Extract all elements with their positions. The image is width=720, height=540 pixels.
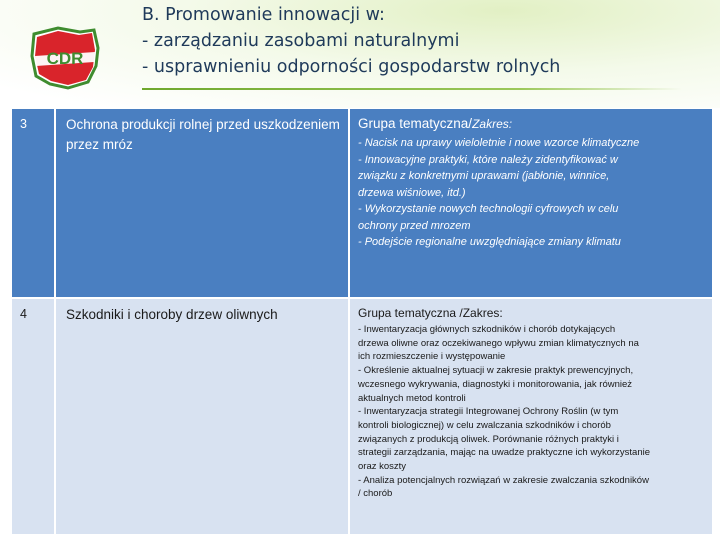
scope-line: - Innowacyjne praktyki, które należy zidentyfikować w (358, 153, 618, 166)
topics-table (12, 109, 712, 536)
scope-line: związanych z produkcją oliwek. Porównanie różnych praktyki i (358, 433, 619, 445)
topic-scope (350, 109, 712, 297)
title-line: - zarządzaniu zasobami naturalnymi (142, 31, 460, 51)
scope-line: ich rozmieszczenie i występowanie (358, 351, 506, 363)
scope-line: związku z konkretnymi uprawami (jabłonie, winnice, (358, 170, 610, 182)
scope-line: - Wykorzystanie nowych technologii cyfrowych w celu (358, 203, 619, 215)
scope-line: / chorób (358, 488, 393, 500)
scope-line: - Nacisk na uprawy wieloletnie i nowe wzorce klimatyczne (358, 137, 640, 149)
cdr-logo (28, 26, 102, 90)
scope-line: ochrony przed mrozem (358, 219, 471, 232)
scope-line: wczesnego wykrywania, diagnostyki i monitorowania, jak również (358, 378, 633, 390)
scope-line: drzewa oliwne oraz oczekiwanego wpływu zmian klimatycznych na (358, 337, 639, 349)
scope-line: - Inwentaryzacja głównych szkodników i chorób dotykających (358, 324, 616, 335)
page-title (142, 2, 702, 80)
title-line: - usprawnieniu odporności gospodarstw rolnych (142, 57, 561, 77)
scope-line: - Inwentaryzacja strategii Integrowanej Ochrony Roślin (w tym (358, 406, 619, 418)
scope-heading: Grupa tematyczna/Zakres: (358, 116, 513, 131)
topic-scope (350, 299, 712, 534)
topic-name: Szkodniki i choroby drzew oliwnych (56, 299, 350, 534)
row-number: 4 (12, 299, 56, 534)
scope-line: strategii zarządzania, mając na uwadze praktyczne ich wykorzystanie (358, 447, 650, 459)
scope-line: kontroli biologicznej) w celu zwalczania szkodników i chorób (358, 419, 611, 431)
scope-line: oraz koszty (358, 461, 407, 473)
scope-line: - Analiza potencjalnych rozwiązań w zakresie zwalczania szkodników (358, 474, 649, 486)
row-number: 3 (12, 109, 56, 297)
scope-line: drzewa wiśniowe, itd.) (358, 186, 466, 199)
scope-heading: Grupa tematyczna /Zakres: (358, 306, 503, 320)
logo-text: CDR (46, 49, 84, 68)
table-row (12, 109, 712, 299)
table-row (12, 299, 712, 536)
title-line: B. Promowanie innowacji w: (142, 5, 385, 25)
scope-line: - Określenie aktualnej sytuacji w zakresie praktyk prewencyjnych, (358, 365, 634, 377)
scope-line: - Podejście regionalne uwzględniające zmiany klimatu (358, 236, 621, 248)
topic-name: Ochrona produkcji rolnej przed uszkodzeniem przez mróz (56, 109, 350, 297)
scope-line: aktualnych metod kontroli (358, 392, 466, 404)
title-underline (142, 88, 682, 90)
